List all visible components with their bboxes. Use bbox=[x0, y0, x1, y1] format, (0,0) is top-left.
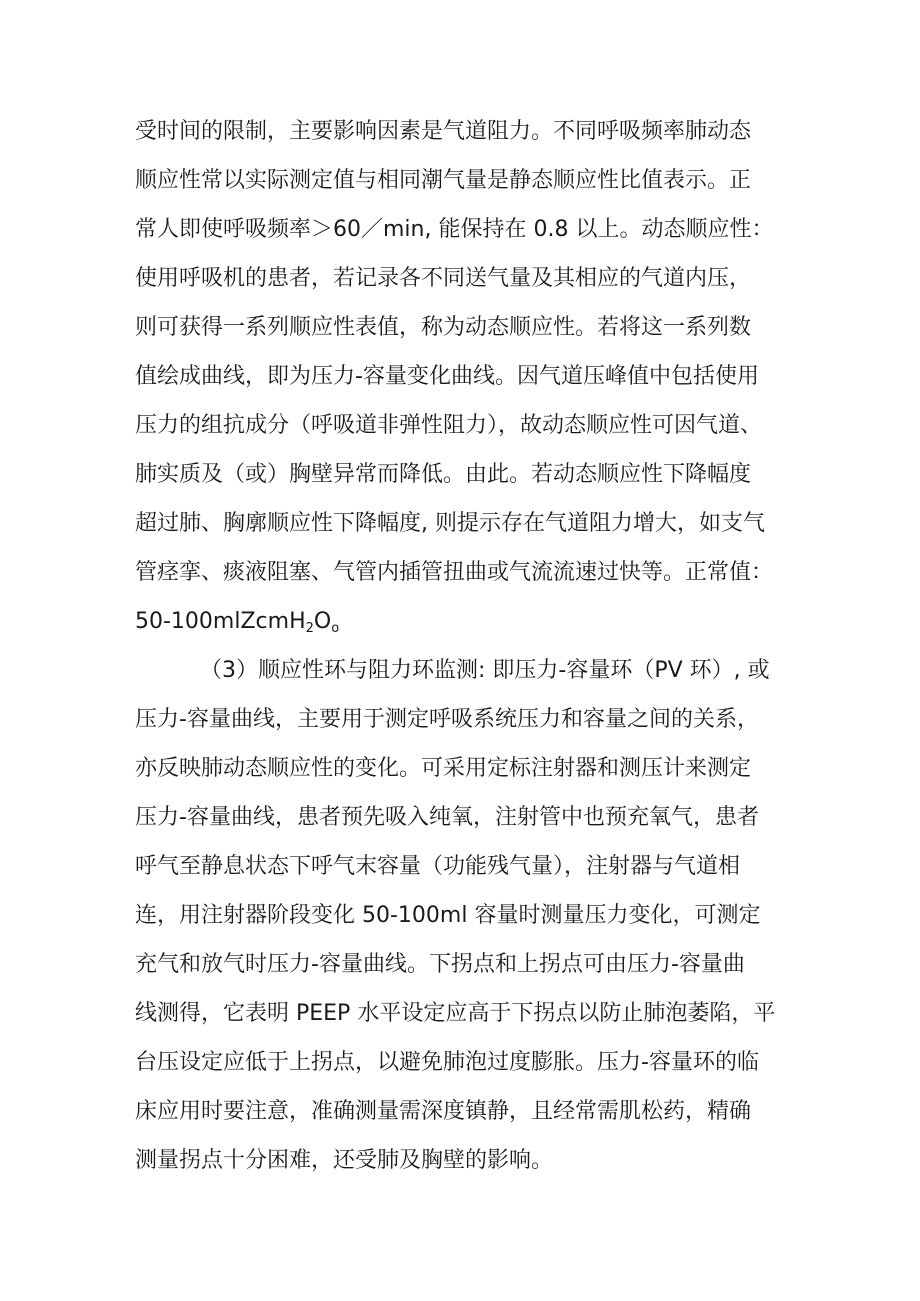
text-line: 受时间的限制，主要影响因素是气道阻力。不同呼吸频率肺动态 bbox=[135, 119, 752, 144]
text-line: 充气和放气时压力-容量曲线。下拐点和上拐点可由压力-容量曲 bbox=[135, 952, 745, 977]
text-line: 床应用时要注意，准确测量需深度镇静，且经常需肌松药，精确 bbox=[135, 1099, 752, 1124]
text-line: 亦反映肺动态顺应性的变化。可采用定标注射器和测压计来测定 bbox=[135, 756, 752, 781]
text-line: 线测得，它表明 PEEP 水平设定应高于下拐点以防止肺泡萎陷，平 bbox=[135, 1001, 776, 1026]
normal-value-line bbox=[135, 607, 815, 637]
text-line: 管痉挛、痰液阻塞、气管内插管扭曲或气流流速过快等。正常值： bbox=[135, 560, 774, 585]
text-line: 压力-容量曲线，患者预先吸入纯氧，注射管中也预充氧气，患者 bbox=[135, 805, 759, 830]
text-line: 连，用注射器阶段变化 50-100ml 容量时测量压力变化，可测定 bbox=[135, 903, 761, 928]
text-line: 顺应性常以实际测定值与相同潮气量是静态顺应性比值表示。正 bbox=[135, 168, 752, 193]
text-line: 呼气至静息状态下呼气末容量（功能残气量），注射器与气道相 bbox=[135, 854, 741, 879]
normal-value-text: 50-100mlZcmH bbox=[135, 609, 306, 634]
text-line: 台压设定应低于上拐点，以避免肺泡过度膨胀。压力-容量环的临 bbox=[135, 1050, 759, 1075]
text-line: 使用呼吸机的患者，若记录各不同送气量及其相应的气道内压， bbox=[135, 266, 752, 291]
text-line: 测量拐点十分困难，还受肺及胸壁的影响。 bbox=[135, 1148, 554, 1173]
normal-value-text-o: O bbox=[313, 609, 332, 634]
section-heading-line: （3）顺应性环与阻力环监测: 即压力-容量环（PV 环）, 或 bbox=[200, 658, 770, 683]
text-line: 压力-容量曲线，主要用于测定呼吸系统压力和容量之间的关系， bbox=[135, 707, 759, 732]
text-line: 超过肺、胸廓顺应性下降幅度, 则提示存在气道阻力增大，如支气 bbox=[135, 511, 765, 536]
text-line: 压力的组抗成分（呼吸道非弹性阻力），故动态顺应性可因气道、 bbox=[135, 413, 763, 438]
text-line: 则可获得一系列顺应性表值，称为动态顺应性。若将这一系列数 bbox=[135, 315, 752, 340]
text-line: 肺实质及（或）胸壁异常而降低。由此。若动态顺应性下降幅度 bbox=[135, 462, 752, 487]
text-line: 常人即使呼吸频率＞60／min, 能保持在 0.8 以上。动态顺应性： bbox=[135, 217, 774, 242]
text-line: 值绘成曲线，即为压力-容量变化曲线。因气道压峰值中包括使用 bbox=[135, 364, 759, 389]
subscript-o: o bbox=[331, 621, 340, 636]
subscript-2: 2 bbox=[305, 621, 314, 636]
